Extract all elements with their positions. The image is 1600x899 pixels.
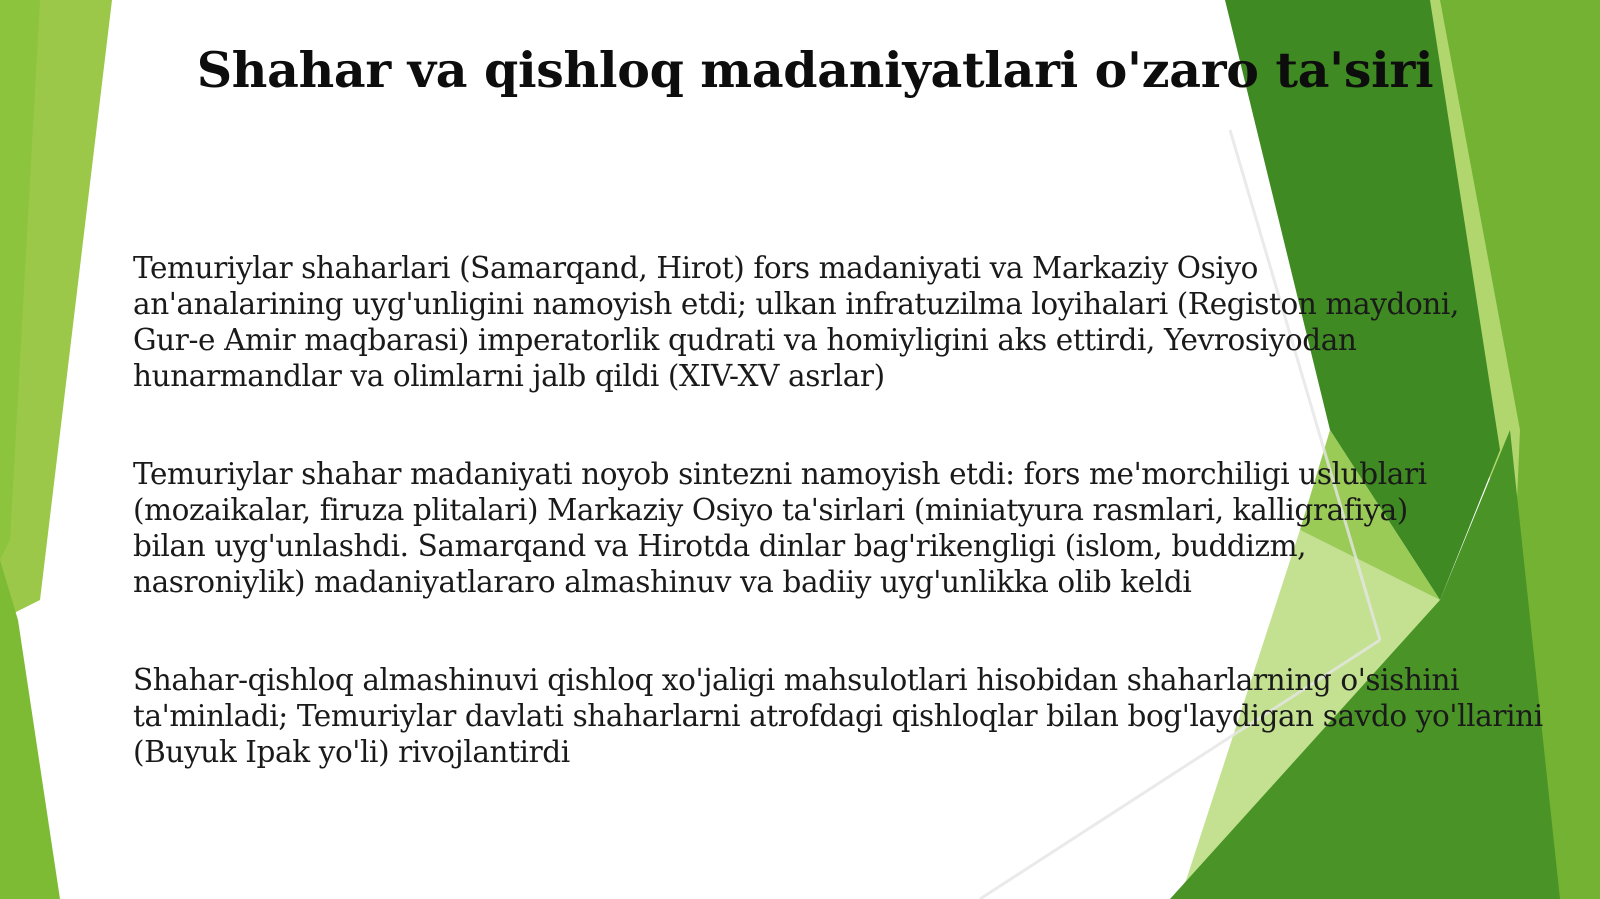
paragraph-1: Temuriylar shaharlari (Samarqand, Hirot) fors madaniyati va Markaziy Osiyo an'analarining uyg'unligini namoyish etdi; ulkan infratuzilma loyihalari (Registon maydoni, Gur-e Amir maqbarasi) imperatorlik qudrati va homiyligini aks ettirdi, Yevrosiyodan hunarmandlar va olimlarni jalb qildi (XIV-XV asrlar) [133,251,1459,393]
paragraph-2: Temuriylar shahar madaniyati noyob sintezni namoyish etdi: fors me'morchiligi uslublari (mozaikalar, firuza plitalari) Markaziy Osiyo ta'sirlari (miniatyura rasmlari, kalligrafiya) bilan uyg'unlashdi. Samarqand va Hirotda dinlar bag'rikengligi (islom, buddizm, nasroniylik) madaniyatlararo almashinuv va badiiy uyg'unlikka olib keldi [133,457,1427,599]
slide-title: Shahar va qishloq madaniyatlari o'zaro ta'siri [196,41,1434,99]
left-facet-mid [0,560,60,899]
paragraph-3: Shahar-qishloq almashinuvi qishloq xo'jaligi mahsulotlari hisobidan shaharlarning o'sishini ta'minladi; Temuriylar davlati shaharlarni atrofdagi qishloqlar bilan bog'laydigan savdo yo'llarini (Buyuk Ipak yo'li) rivojlantirdi [133,663,1543,769]
